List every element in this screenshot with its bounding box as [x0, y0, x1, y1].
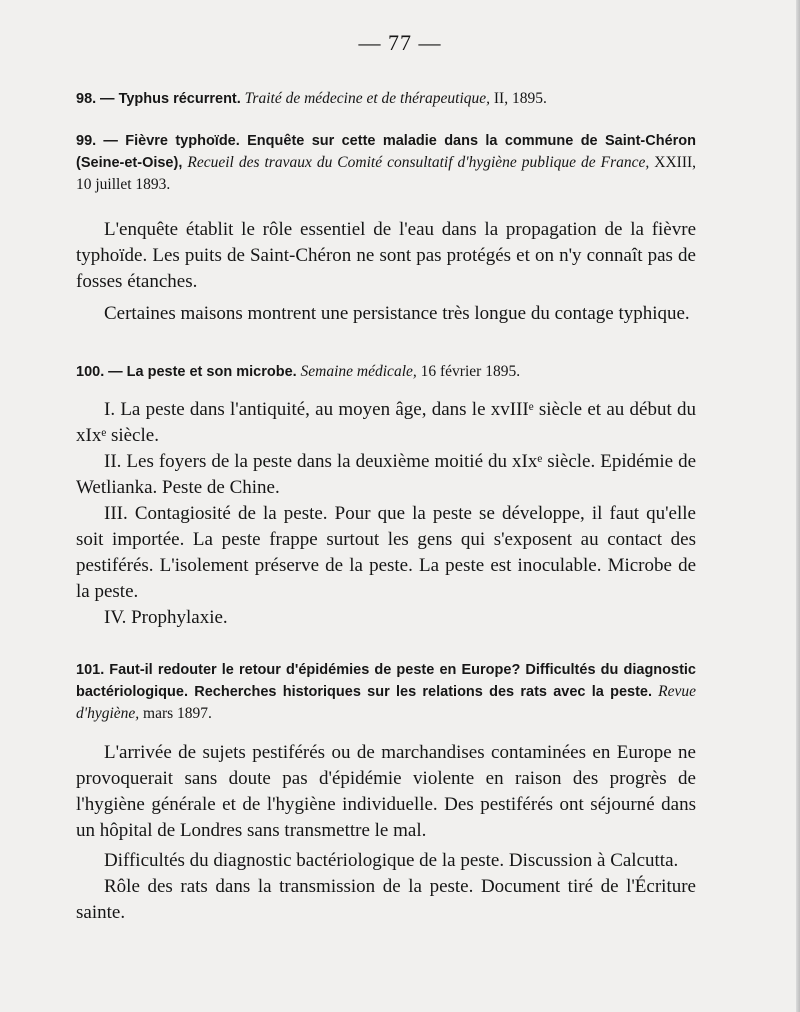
page-content	[76, 88, 696, 950]
reference-title: — La peste et son microbe.	[108, 364, 297, 380]
reference-99-summary	[76, 217, 696, 327]
reference-source: Semaine médicale,	[300, 363, 417, 380]
reference-title: — Fièvre typhoïde. Enquête sur cette maladie dans la commune de Saint-Chéron (Seine-et-Oise),	[76, 133, 697, 171]
reference-99	[76, 130, 696, 195]
reference-number: 98.	[76, 91, 97, 107]
page-edge	[796, 0, 800, 1012]
summary-paragraph: Rôle des rats dans la transmission de la peste. Document tiré de l'Écriture sainte.	[76, 876, 696, 923]
reference-source: Revue d'hygiène,	[76, 683, 697, 722]
summary-paragraph: III. Contagiosité de la peste. Pour que la peste se développe, il faut qu'elle soit importée. La peste frappe surtout les gens qui s'exposent au contact des pestiférés. L'isolement préserve de la peste. La peste est inoculable. Microbe de la peste.	[76, 503, 696, 602]
reference-details: 16 février 1895.	[420, 363, 521, 380]
reference-100-summary	[76, 397, 696, 631]
reference-source: Traité de médecine et de thérapeutique,	[244, 90, 490, 107]
summary-paragraph: IV. Prophylaxie.	[104, 607, 228, 628]
page-number: — 77 —	[358, 30, 442, 55]
reference-title: Faut-il redouter le retour d'épidémies de peste en Europe? Difficultés du diagnostic bactériologique. Recherches historiques sur les relations des rats avec la peste.	[76, 662, 696, 700]
reference-number: 101.	[76, 662, 105, 678]
reference-details: XXIII, 10 juillet 1893.	[76, 154, 697, 193]
reference-number: 99.	[76, 133, 97, 149]
reference-details: II, 1895.	[493, 90, 547, 107]
reference-98	[76, 88, 696, 110]
summary-paragraph: Certaines maisons montrent une persistance très longue du contage typhique.	[104, 303, 690, 324]
reference-title: — Typhus récurrent.	[100, 91, 241, 107]
reference-details: mars 1897.	[143, 705, 212, 722]
reference-number: 100.	[76, 364, 105, 380]
summary-paragraph: L'arrivée de sujets pestiférés ou de marchandises contaminées en Europe ne provoquerait sans doute pas d'épidémie violente en raison des progrès de l'hygiène générale et de l'hygiène individuelle. Des pestiférés ont séjourné dans un hôpital de Londres sans transmettre le mal.	[76, 742, 696, 841]
summary-paragraph: II. Les foyers de la peste dans la deuxième moitié du xIxᵉ siècle. Epidémie de Wetlianka. Peste de Chine.	[76, 451, 696, 498]
reference-source: Recueil des travaux du Comité consultatif d'hygiène publique de France,	[187, 154, 650, 171]
summary-paragraph: Difficultés du diagnostic bactériologique de la peste. Discussion à Calcutta.	[104, 850, 679, 871]
summary-paragraph: L'enquête établit le rôle essentiel de l'eau dans la propagation de la fièvre typhoïde. Les puits de Saint-Chéron ne sont pas protégés et on n'y connaît pas de fosses étanches.	[76, 219, 696, 292]
reference-100	[76, 361, 696, 383]
reference-101-summary	[76, 740, 696, 926]
reference-101	[76, 659, 696, 724]
summary-paragraph: I. La peste dans l'antiquité, au moyen âge, dans le xvIIIᵉ siècle et au début du xIxᵉ siècle.	[76, 399, 696, 446]
